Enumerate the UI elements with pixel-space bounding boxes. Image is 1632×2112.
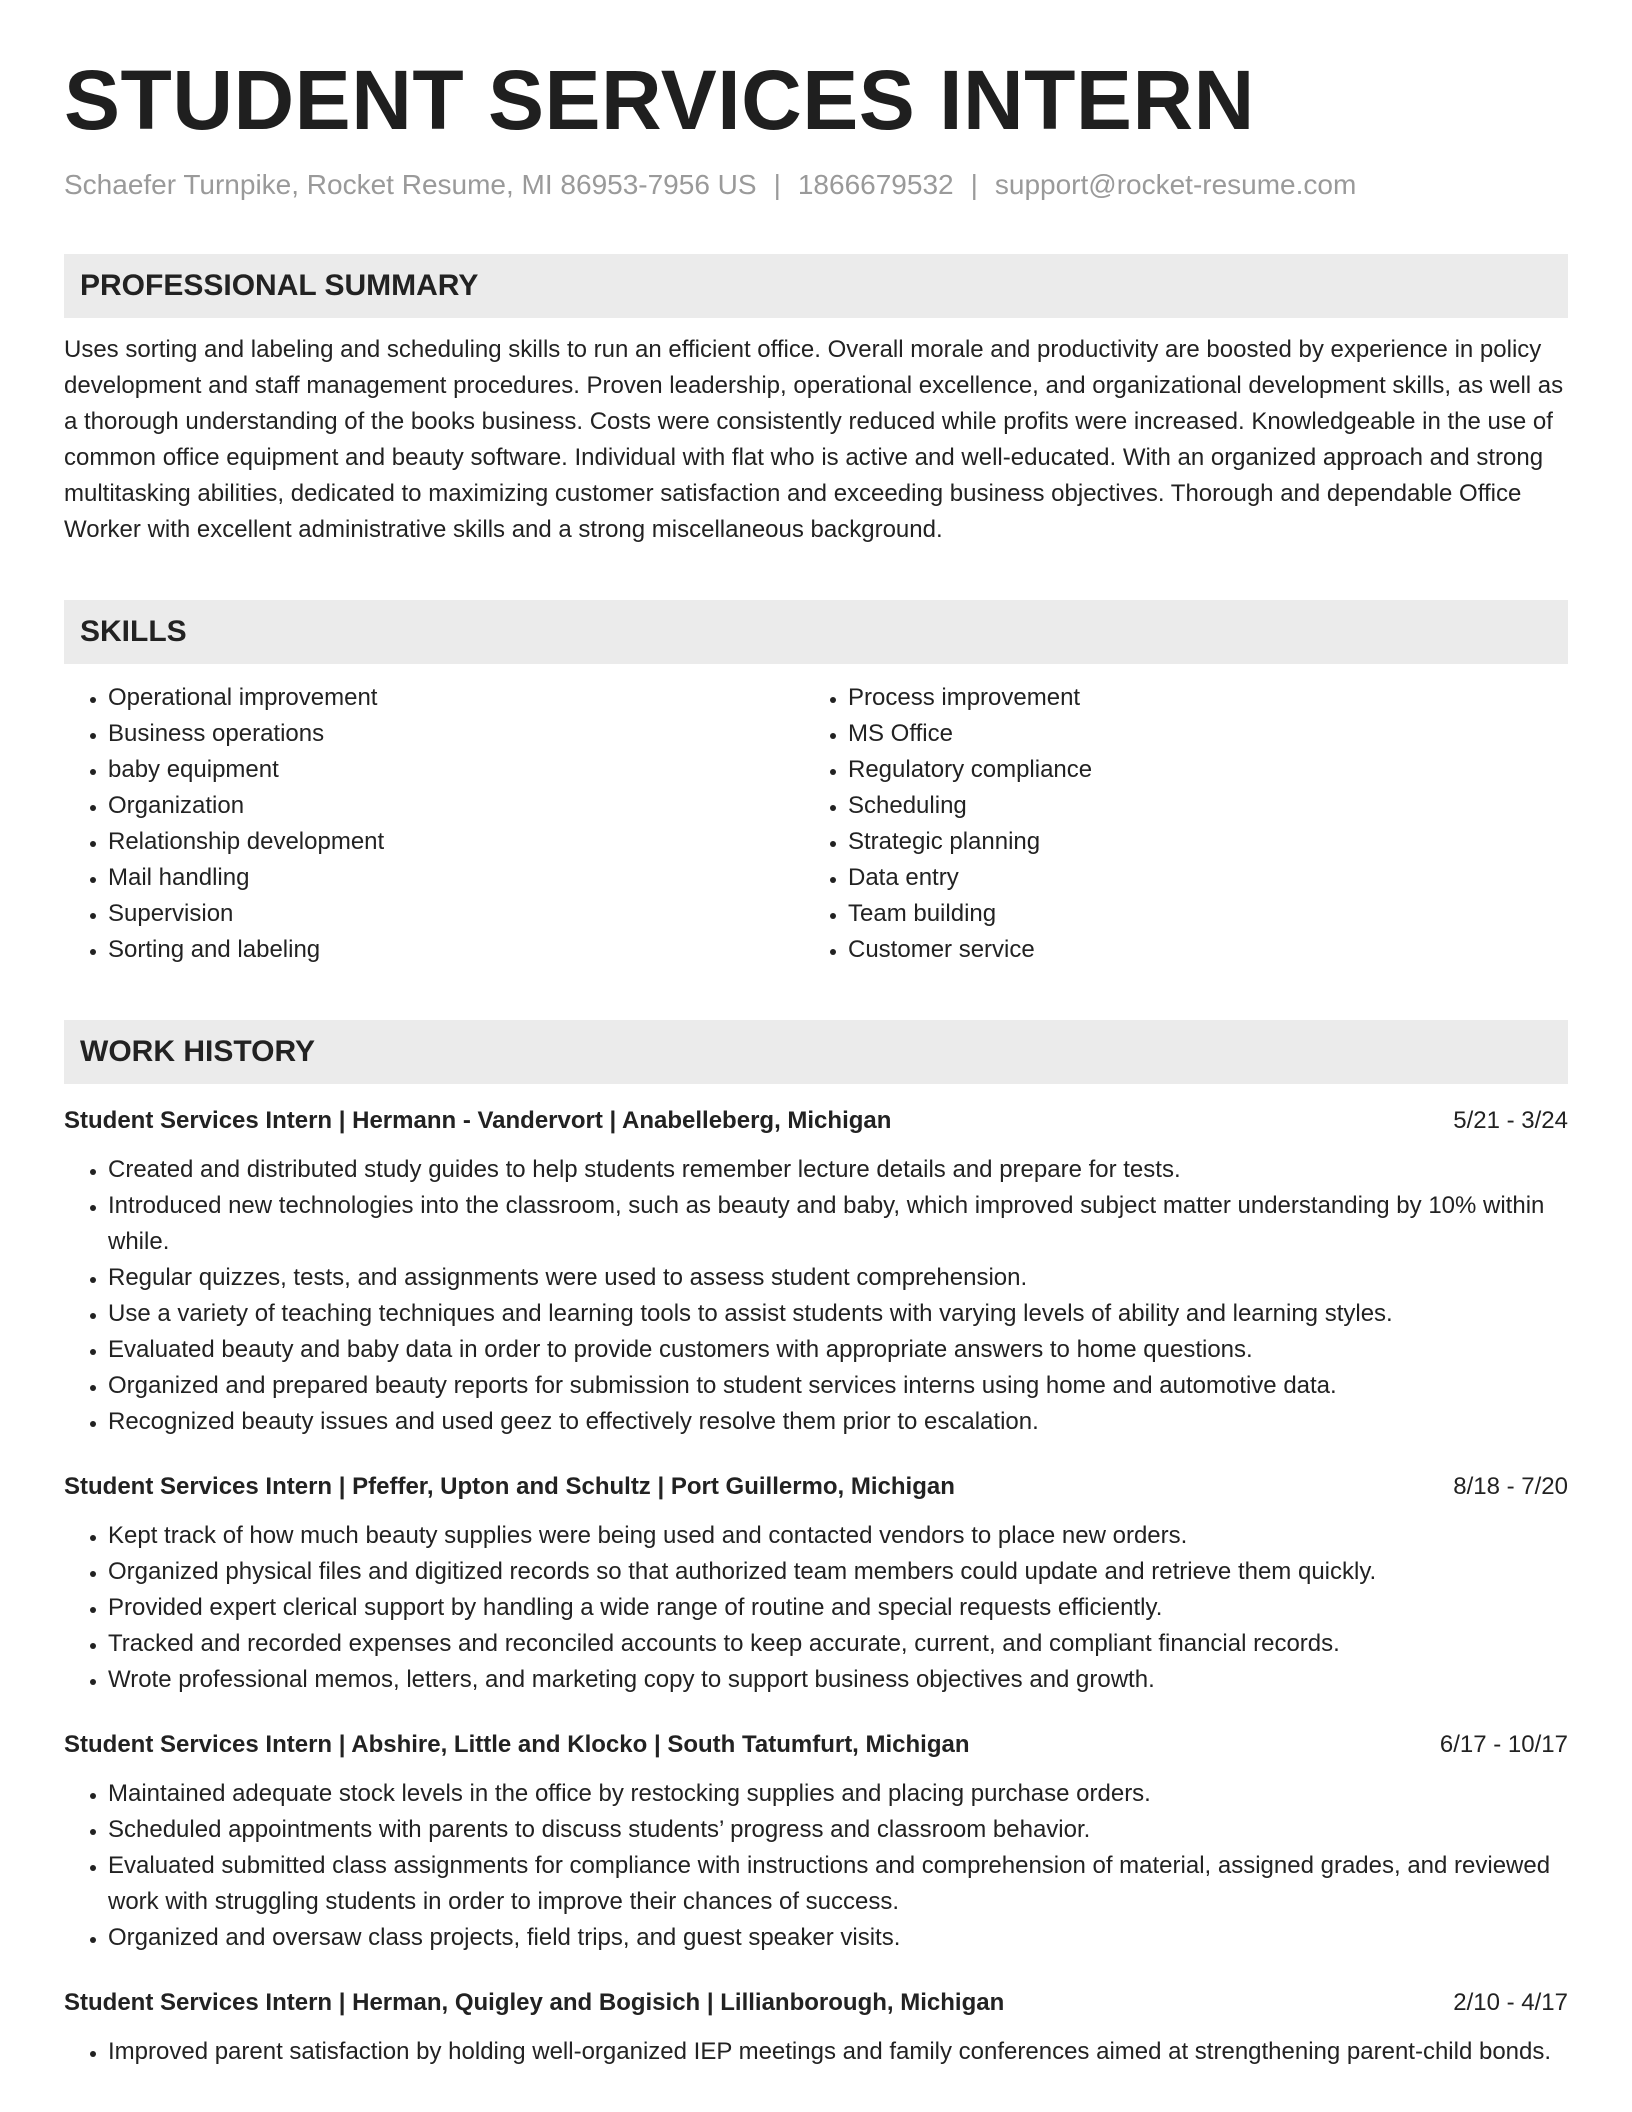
job-bullet: • Maintained adequate stock levels in the office by restocking supplies and placing purchase orders.	[108, 1776, 1568, 1812]
job-bullet: • Improved parent satisfaction by holding well-organized IEP meetings and family conferences aimed at strengthening parent-child bonds.	[108, 2034, 1568, 2070]
skill-item: • Regulatory compliance	[848, 752, 1544, 788]
job-header	[64, 1104, 1568, 1138]
job-bullet: • Recognized beauty issues and used geez to effectively resolve them prior to escalation.	[108, 1404, 1568, 1440]
job-bullet: • Regular quizzes, tests, and assignments were used to assess student comprehension.	[108, 1260, 1568, 1296]
job-bullets	[64, 1152, 1568, 1440]
skill-item: • Relationship development	[108, 824, 804, 860]
job-bullets	[64, 2034, 1568, 2070]
skill-item: • Business operations	[108, 716, 804, 752]
job-bullet: • Evaluated submitted class assignments for compliance with instructions and comprehension of material, assigned grades, and reviewed work with struggling students in order to improve their chances of success.	[108, 1848, 1568, 1920]
job-bullet: • Organized and oversaw class projects, field trips, and guest speaker visits.	[108, 1920, 1568, 1956]
job-bullets	[64, 1518, 1568, 1698]
job-header	[64, 1986, 1568, 2020]
job-bullet: • Organized physical files and digitized records so that authorized team members could update and retrieve them quickly.	[108, 1554, 1568, 1590]
job-title: Student Services Intern | Hermann - Vandervort | Anabelleberg, Michigan	[64, 1106, 892, 1134]
job-bullet: • Use a variety of teaching techniques and learning tools to assist students with varying levels of ability and learning styles.	[108, 1296, 1568, 1332]
job-bullet: • Organized and prepared beauty reports for submission to student services interns using home and automotive data.	[108, 1368, 1568, 1404]
skill-item: • baby equipment	[108, 752, 804, 788]
skill-item: • Sorting and labeling	[108, 932, 804, 968]
job-dates: 2/10 - 4/17	[1453, 1988, 1568, 2016]
contact-line	[64, 168, 1568, 202]
skill-item: • Mail handling	[108, 860, 804, 896]
job-title: Student Services Intern | Abshire, Little and Klocko | South Tatumfurt, Michigan	[64, 1730, 970, 1758]
job-bullet: • Created and distributed study guides to help students remember lecture details and prepare for tests.	[108, 1152, 1568, 1188]
job-title: Student Services Intern | Herman, Quigley and Bogisich | Lillianborough, Michigan	[64, 1988, 1005, 2016]
job-bullet: • Introduced new technologies into the classroom, such as beauty and baby, which improved subject matter understanding by 10% within while.	[108, 1188, 1568, 1260]
candidate-name: STUDENT SERVICES INTERN	[64, 53, 1255, 147]
job-header	[64, 1470, 1568, 1504]
job-bullet: • Tracked and recorded expenses and reconciled accounts to keep accurate, current, and compliant financial records.	[108, 1626, 1568, 1662]
contact-address: Schaefer Turnpike, Rocket Resume, MI 86953-7956 US	[64, 169, 757, 200]
job-dates: 5/21 - 3/24	[1453, 1106, 1568, 1134]
job-bullet: • Wrote professional memos, letters, and marketing copy to support business objectives and growth.	[108, 1662, 1568, 1698]
job-entry	[64, 1986, 1568, 2070]
skill-item: • Scheduling	[848, 788, 1544, 824]
contact-email: support@rocket-resume.com	[994, 169, 1357, 200]
contact-separator: |	[773, 169, 781, 200]
contact-phone: 1866679532	[797, 169, 954, 200]
skills-column-right	[804, 680, 1544, 968]
contact-separator: |	[970, 169, 978, 200]
job-bullet: • Scheduled appointments with parents to discuss students’ progress and classroom behavior.	[108, 1812, 1568, 1848]
job-bullets	[64, 1776, 1568, 1956]
job-bullet: • Kept track of how much beauty supplies were being used and contacted vendors to place new orders.	[108, 1518, 1568, 1554]
job-header	[64, 1728, 1568, 1762]
skill-item: • Process improvement	[848, 680, 1544, 716]
job-entry	[64, 1104, 1568, 1440]
skill-item: • Team building	[848, 896, 1544, 932]
job-dates: 6/17 - 10/17	[1439, 1730, 1568, 1758]
job-dates: 8/18 - 7/20	[1453, 1472, 1568, 1500]
skills-column-left	[64, 680, 804, 968]
skills-section-header: SKILLS	[64, 600, 1568, 664]
job-title: Student Services Intern | Pfeffer, Upton and Schultz | Port Guillermo, Michigan	[64, 1472, 955, 1500]
skill-item: • Operational improvement	[108, 680, 804, 716]
summary-text: Uses sorting and labeling and scheduling skills to run an efficient office. Overall morale and productivity are boosted by experience in policy development and staff management procedures. Proven leadership, operational excellence, and organizational development skills, as well as a thorough understanding of the books business. Costs were consistently reduced while profits were increased. Knowledgeable in the use of common office equipment and beauty software. Individual with flat who is active and well-educated. With an organized approach and strong multitasking abilities, dedicated to maximizing customer satisfaction and exceeding business objectives. Thorough and dependable Office Worker with excellent administrative skills and a strong miscellaneous background.	[64, 335, 1564, 543]
work-history-section-header: WORK HISTORY	[64, 1020, 1568, 1084]
summary-section-header: PROFESSIONAL SUMMARY	[64, 254, 1568, 318]
skill-item: • Customer service	[848, 932, 1544, 968]
skill-item: • Data entry	[848, 860, 1544, 896]
skill-item: • Supervision	[108, 896, 804, 932]
job-entry	[64, 1728, 1568, 1956]
skills-list	[64, 680, 1568, 968]
job-bullet: • Provided expert clerical support by handling a wide range of routine and special requests efficiently.	[108, 1590, 1568, 1626]
skill-item: • MS Office	[848, 716, 1544, 752]
skill-item: • Organization	[108, 788, 804, 824]
job-entry	[64, 1470, 1568, 1698]
skill-item: • Strategic planning	[848, 824, 1544, 860]
job-bullet: • Evaluated beauty and baby data in order to provide customers with appropriate answers to home questions.	[108, 1332, 1568, 1368]
